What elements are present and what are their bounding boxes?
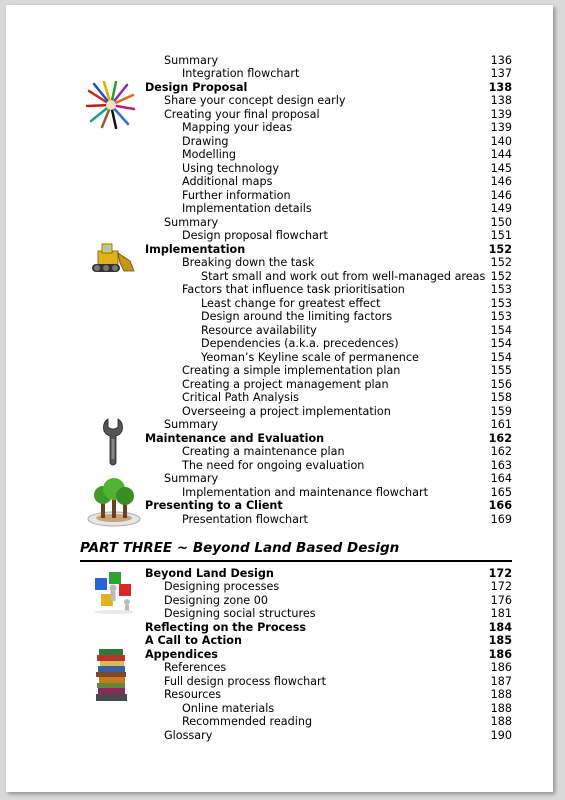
toc-entry	[201, 310, 512, 323]
toc-entry-page: 156	[490, 378, 512, 391]
toc-entry	[182, 513, 512, 526]
toc-entry	[182, 405, 512, 418]
toc-entry	[182, 148, 512, 161]
toc-entry	[164, 580, 512, 593]
toc-entry	[182, 121, 512, 134]
toc-entry-page: 149	[490, 202, 512, 215]
toc-entry	[182, 445, 512, 458]
toc-entry	[164, 729, 512, 742]
toc-entry-page: 137	[490, 67, 512, 80]
toc-entry-title: Integration flowchart	[182, 67, 300, 80]
toc-entry	[164, 94, 512, 107]
toc-chapter-entry	[145, 432, 512, 445]
toc-entry-title: Drawing	[182, 135, 229, 148]
toc-entry-page: 152	[490, 256, 512, 269]
toc-entry	[182, 135, 512, 148]
toc-entry-page: 138	[488, 81, 512, 94]
toc-entry-title: Critical Path Analysis	[182, 391, 299, 404]
toc-entry-page: 139	[490, 108, 512, 121]
toc-entry-title: Breaking down the task	[182, 256, 315, 269]
toc-entry-page: 136	[490, 54, 512, 67]
toc-entry-page: 150	[490, 216, 512, 229]
toc-entry-page: 163	[490, 459, 512, 472]
toc-chapter-entry	[145, 499, 512, 512]
toc-entry-title: Maintenance and Evaluation	[145, 432, 325, 445]
toc-entry-title: Resource availability	[201, 324, 317, 337]
toc-entry-title: Summary	[164, 418, 219, 431]
toc-entry-title: Implementation	[145, 243, 246, 256]
toc-entry	[182, 378, 512, 391]
toc-entry-title: Creating a project management plan	[182, 378, 389, 391]
toc-entry-page: 187	[490, 675, 512, 688]
toc-chapter-entry	[145, 648, 512, 661]
toc-entry	[182, 486, 512, 499]
toc-entry	[182, 175, 512, 188]
toc-entry-page: 154	[490, 324, 512, 337]
toc-entry-title: Resources	[164, 688, 222, 701]
toc-entry	[201, 297, 512, 310]
toc-entry-title: Summary	[164, 472, 219, 485]
toc-entry-page: 154	[490, 351, 512, 364]
toc-entry-title: Designing processes	[164, 580, 280, 593]
toc-entry-title: Using technology	[182, 162, 279, 175]
toc-entry-page: 140	[490, 135, 512, 148]
toc-entry-page: 184	[488, 621, 512, 634]
toc-entry-page: 181	[490, 607, 512, 620]
toc-entry	[164, 54, 512, 67]
toc-entry-title: Presenting to a Client	[145, 499, 283, 512]
toc-entry	[182, 702, 512, 715]
toc-entry-title: Designing zone 00	[164, 594, 268, 607]
toc-entry-page: 176	[490, 594, 512, 607]
colored-pencils-illustration	[86, 81, 136, 129]
toc-entry-title: Implementation and maintenance flowchart	[182, 486, 428, 499]
toc-entry-title: Reflecting on the Process	[145, 621, 307, 634]
toc-entry-title: Appendices	[145, 648, 218, 661]
toc-entry-page: 161	[490, 418, 512, 431]
toc-entry	[182, 67, 512, 80]
toc-entry-page: 153	[490, 283, 512, 296]
toc-entry-title: Designing social structures	[164, 607, 316, 620]
toc-entry-page: 185	[488, 634, 512, 647]
toc-entry	[182, 202, 512, 215]
toc-entry-page: 172	[490, 580, 512, 593]
toc-entry	[182, 162, 512, 175]
toc-entry-page: 162	[488, 432, 512, 445]
toc-entry-title: Design proposal flowchart	[182, 229, 328, 242]
toc-entry	[164, 108, 512, 121]
toc-entry	[182, 283, 512, 296]
toc-entry-page: 166	[488, 499, 512, 512]
toc-entry	[164, 216, 512, 229]
toc-entry	[182, 189, 512, 202]
toc-entry-title: Yeoman’s Keyline scale of permanence	[201, 351, 419, 364]
toc-entry-page: 164	[490, 472, 512, 485]
puzzle-people-illustration	[89, 568, 139, 614]
toc-entry-page: 188	[490, 688, 512, 701]
toc-entry-page: 152	[488, 243, 512, 256]
toc-entry-title: Start small and work out from well-managed areas	[201, 270, 486, 283]
toc-entry-title: Share your concept design early	[164, 94, 346, 107]
toc-entry-page: 153	[490, 310, 512, 323]
toc-entry-title: The need for ongoing evaluation	[182, 459, 365, 472]
toc-entry-title: Presentation flowchart	[182, 513, 308, 526]
toc-entry-title: Dependencies (a.k.a. precedences)	[201, 337, 399, 350]
toc-entry	[164, 607, 512, 620]
toc-entry-page: 186	[490, 661, 512, 674]
toc-entry-page: 162	[490, 445, 512, 458]
toc-entry-title: Additional maps	[182, 175, 273, 188]
toc-entry-title: Glossary	[164, 729, 213, 742]
toc-entry-page: 146	[490, 175, 512, 188]
wrench-illustration	[102, 417, 124, 467]
toc-entry	[182, 459, 512, 472]
toc-entry-title: Full design process flowchart	[164, 675, 327, 688]
toc-entry-title: Recommended reading	[182, 715, 313, 728]
toc-entry-title: Summary	[164, 54, 219, 67]
toc-entry-title: Creating a simple implementation plan	[182, 364, 401, 377]
toc-entry	[201, 324, 512, 337]
part-divider	[80, 560, 512, 562]
toc-entry-page: 158	[490, 391, 512, 404]
book-stack-illustration	[95, 647, 129, 703]
toc-entry-page: 188	[490, 715, 512, 728]
toc-entry	[164, 418, 512, 431]
toc-entry-title: Further information	[182, 189, 291, 202]
toc-entry-page: 159	[490, 405, 512, 418]
toc-entry-title: Beyond Land Design	[145, 567, 274, 580]
toc-entry-page: 144	[490, 148, 512, 161]
toc-chapter-entry	[145, 634, 512, 647]
toc-entry-title: Modelling	[182, 148, 236, 161]
toc-entry-title: Implementation details	[182, 202, 312, 215]
bulldozer-illustration	[88, 241, 136, 277]
toc-entry-page: 154	[490, 337, 512, 350]
tree-on-plate-illustration	[86, 477, 142, 527]
toc-entry-page: 146	[490, 189, 512, 202]
toc-entry-page: 155	[490, 364, 512, 377]
toc-entry-page: 188	[490, 702, 512, 715]
toc-entry	[164, 675, 512, 688]
toc-entry-page: 190	[490, 729, 512, 742]
toc-entry-title: Mapping your ideas	[182, 121, 293, 134]
toc-entry	[164, 472, 512, 485]
toc-entry	[182, 391, 512, 404]
toc-entry	[182, 256, 512, 269]
toc-entry-page: 151	[490, 229, 512, 242]
toc-entry-title: Overseeing a project implementation	[182, 405, 391, 418]
toc-entry-page: 139	[490, 121, 512, 134]
toc-entry	[201, 270, 512, 283]
toc-entry-title: Creating your final proposal	[164, 108, 320, 121]
toc-entry	[201, 337, 512, 350]
toc-entry-page: 152	[490, 270, 512, 283]
toc-entry-page: 169	[490, 513, 512, 526]
toc-chapter-entry	[145, 81, 512, 94]
toc-entry-page: 153	[490, 297, 512, 310]
toc-entry-page: 172	[488, 567, 512, 580]
toc-entry-title: Summary	[164, 216, 219, 229]
toc-entry	[164, 688, 512, 701]
toc-entry	[201, 351, 512, 364]
toc-chapter-entry	[145, 621, 512, 634]
toc-entry-title: Online materials	[182, 702, 275, 715]
toc-entry-page: 165	[490, 486, 512, 499]
toc-entry	[164, 661, 512, 674]
toc-entry-page: 145	[490, 162, 512, 175]
toc-entry-title: Design Proposal	[145, 81, 248, 94]
toc-entry	[182, 364, 512, 377]
toc-entry-page: 138	[490, 94, 512, 107]
toc-page	[6, 5, 553, 792]
toc-entry-title: Factors that influence task prioritisation	[182, 283, 405, 296]
toc-entry-title: Least change for greatest effect	[201, 297, 381, 310]
toc-entry	[182, 229, 512, 242]
toc-entry-title: Creating a maintenance plan	[182, 445, 345, 458]
toc-entry-title: References	[164, 661, 227, 674]
part-heading: PART THREE ~ Beyond Land Based Design	[80, 540, 400, 556]
toc-chapter-entry	[145, 243, 512, 256]
toc-entry	[164, 594, 512, 607]
toc-entry-page: 186	[488, 648, 512, 661]
toc-chapter-entry	[145, 567, 512, 580]
toc-entry-title: A Call to Action	[145, 634, 242, 647]
toc-entry	[182, 715, 512, 728]
toc-entry-title: Design around the limiting factors	[201, 310, 393, 323]
